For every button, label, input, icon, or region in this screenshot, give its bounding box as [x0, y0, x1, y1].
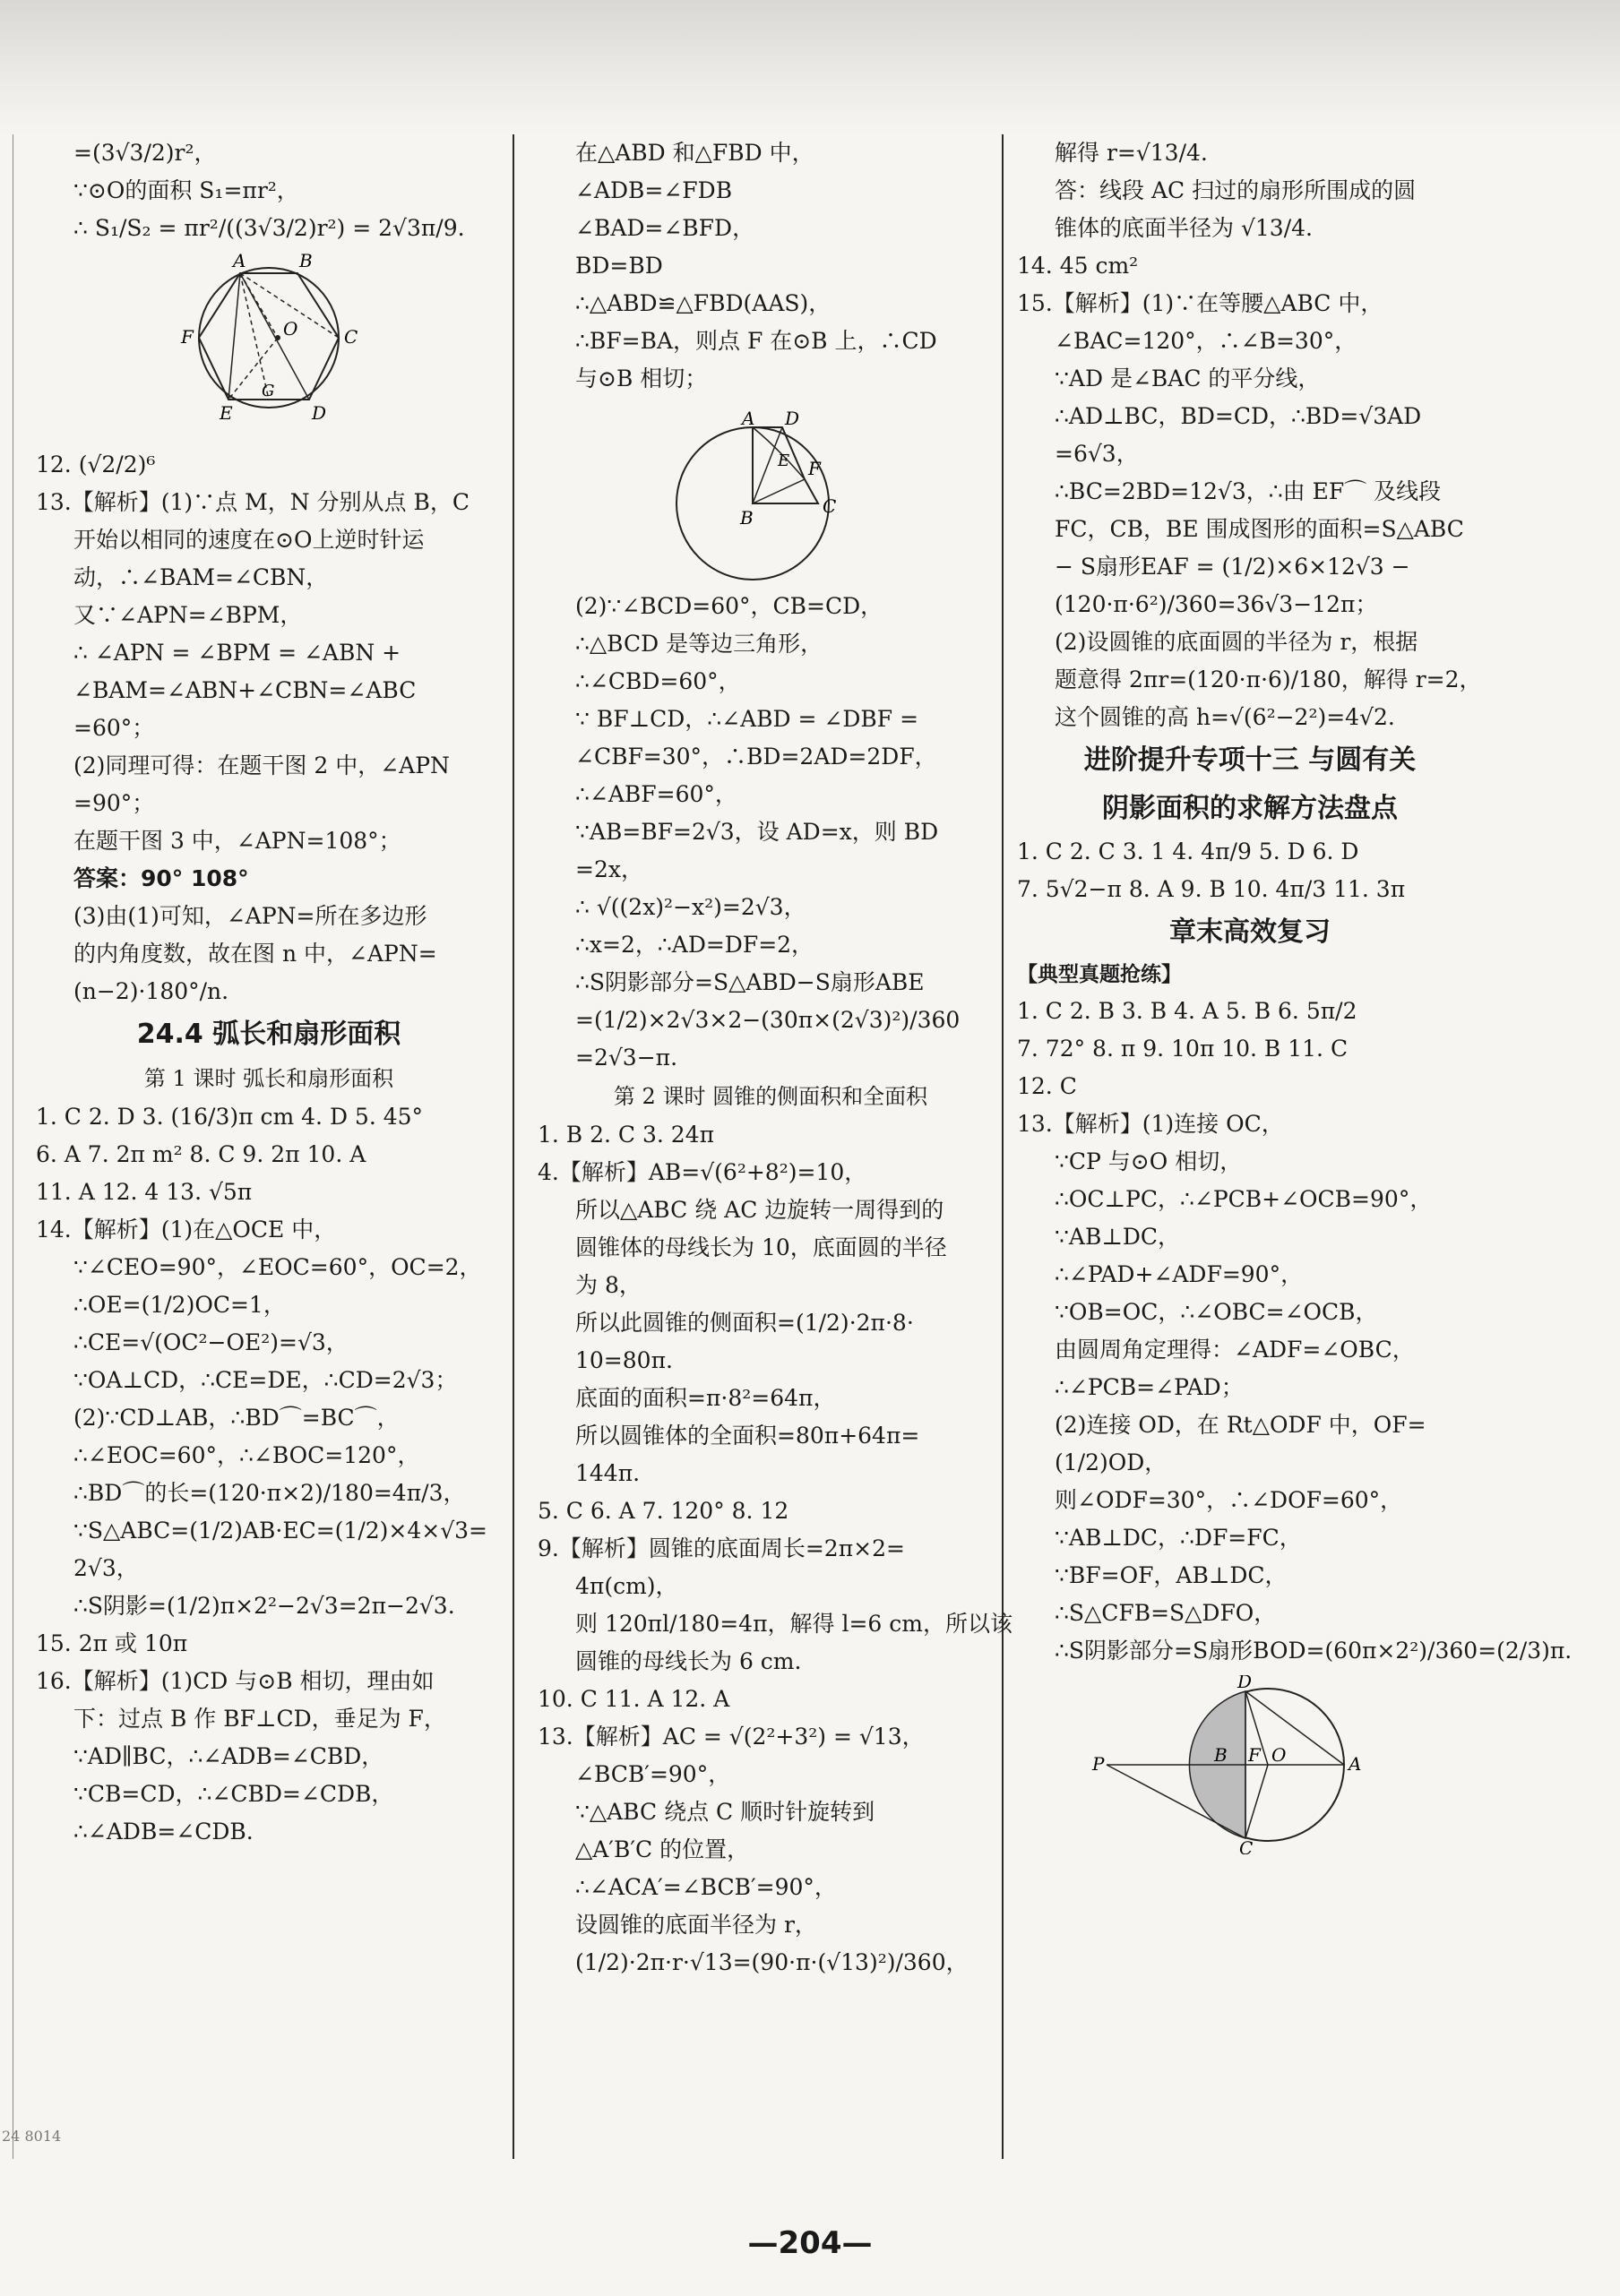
text-line: ∴∠EOC=60°，∴∠BOC=120°，: [73, 1442, 420, 1468]
text-line: 答案：90° 108°: [73, 865, 249, 891]
tag-label: 【典型真题抢练】: [1017, 963, 1182, 986]
label-b: B: [299, 253, 313, 271]
text-line: 144π.: [575, 1460, 641, 1486]
label-c: C: [1239, 1837, 1254, 1854]
label-d: D: [1237, 1675, 1253, 1692]
section-title: 阴影面积的求解方法盘点: [1102, 793, 1398, 824]
text-line: ∴△ABD≌△FBD(AAS)，: [575, 290, 832, 316]
text-line: ∵ BF⊥CD，∴∠ABD = ∠DBF =: [575, 706, 919, 732]
text-line: 13.【解析】(1)连接 OC，: [1017, 1111, 1284, 1137]
circle-o-figure: [1089, 1675, 1411, 1854]
text-line: 则 120πl/180=4π，解得 l=6 cm，所以该: [575, 1611, 1012, 1637]
text-line: ∵∠CEO=90°，∠EOC=60°，OC=2，: [73, 1254, 482, 1280]
text-line: 解得 r=√13/4.: [1055, 140, 1208, 166]
text-line: =(1/2)×2√3×2−(30π×(2√3)²)/360: [575, 1007, 961, 1033]
text-line: (1/2)OD，: [1055, 1449, 1168, 1475]
text-line: 15.【解析】(1)∵在等腰△ABC 中，: [1017, 290, 1383, 316]
text-line: =60°；: [73, 715, 155, 741]
answer-line: 11. A 12. 4 13. √5π: [36, 1179, 253, 1205]
label-f: F: [1248, 1744, 1261, 1766]
label-b: B: [1214, 1744, 1228, 1766]
text-line: ∵AB⊥DC，: [1055, 1224, 1181, 1250]
text-line: ∵CP 与⊙O 相切，: [1055, 1148, 1243, 1174]
edge-mark: 24 8014: [2, 2128, 62, 2145]
answer-line: 1. C 2. D 3. (16/3)π cm 4. D 5. 45°: [36, 1104, 424, 1130]
text-line: 所以此圆锥的侧面积=(1/2)·2π·8·: [575, 1310, 914, 1336]
text-line: ∠CBF=30°，∴BD=2AD=2DF，: [575, 744, 937, 770]
text-line: − S扇形EAF = (1/2)×6×12√3 −: [1055, 554, 1410, 580]
text-line: ∵S△ABC=(1/2)AB·EC=(1/2)×4×√3=: [73, 1518, 487, 1544]
text-line: 4π(cm)，: [575, 1573, 678, 1599]
subsection-title: 第 1 课时 弧长和扇形面积: [143, 1066, 394, 1091]
subsection-title: 第 2 课时 圆锥的侧面积和全面积: [613, 1084, 928, 1109]
text-line: ∠BAD=∠BFD，: [575, 215, 755, 241]
text-line: 在题干图 3 中，∠APN=108°；: [73, 828, 401, 854]
text-line: ∵CB=CD，∴∠CBD=∠CDB，: [73, 1781, 394, 1807]
text-line: (3)由(1)可知，∠APN=所在多边形: [73, 903, 427, 929]
text-line: 所以△ABC 绕 AC 边旋转一周得到的: [575, 1197, 944, 1223]
text-line: 10=80π.: [575, 1347, 673, 1373]
text-line: 则∠ODF=30°，∴∠DOF=60°，: [1055, 1487, 1403, 1513]
text-line: ∴AD⊥BC，BD=CD，∴BD=√3AD: [1055, 403, 1422, 429]
text-line: =(3√3/2)r²，: [73, 140, 217, 166]
text-line: 动，∴∠BAM=∠CBN，: [73, 564, 329, 590]
text-line: 所以圆锥体的全面积=80π+64π=: [575, 1423, 920, 1449]
text-line: 锥体的底面半径为 √13/4.: [1055, 215, 1313, 241]
text-line: 的内角度数，故在图 n 中，∠APN=: [73, 941, 437, 967]
text-line: 题意得 2πr=(120·π·6)/180，解得 r=2，: [1055, 666, 1482, 692]
text-line: ∵AB⊥DC，∴DF=FC，: [1055, 1525, 1302, 1551]
scan-top-band: [0, 0, 1620, 134]
text-line: 为 8，: [575, 1272, 642, 1298]
text-line: ∴S阴影部分=S扇形BOD=(60π×2²)/360=(2/3)π.: [1055, 1638, 1573, 1664]
answer-line: 1. C 2. B 3. B 4. A 5. B 6. 5π/2: [1017, 998, 1357, 1024]
text-line: =2x，: [575, 856, 643, 882]
page-number: —204—: [747, 2225, 873, 2261]
text-line: ∴x=2，∴AD=DF=2，: [575, 932, 814, 958]
text-line: ∵⊙O的面积 S₁=πr²，: [73, 177, 299, 203]
answer-line: 14. 45 cm²: [1017, 253, 1139, 279]
text-line: 下：过点 B 作 BF⊥CD，垂足为 F，: [73, 1706, 446, 1732]
text-line: (n−2)·180°/n.: [73, 978, 229, 1004]
column-3: [1017, 134, 1573, 1860]
text-line: ∴OC⊥PC，∴∠PCB+∠OCB=90°，: [1055, 1186, 1433, 1212]
label-o: O: [1271, 1744, 1287, 1766]
text-line: 14.【解析】(1)在△OCE 中，: [36, 1217, 337, 1243]
text-line: ∴BC=2BD=12√3，∴由 EF⌒ 及线段: [1055, 478, 1442, 504]
text-line: (2)设圆锥的底面圆的半径为 r，根据: [1055, 629, 1418, 655]
label-a: A: [1349, 1753, 1362, 1775]
text-line: 这个圆锥的高 h=√(6²−2²)=4√2.: [1055, 704, 1395, 730]
text-line: ∴∠ACA′=∠BCB′=90°，: [575, 1874, 837, 1900]
answer-line: 12. C: [1017, 1073, 1077, 1099]
text-line: =90°；: [73, 790, 155, 816]
text-line: ∴S阴影部分=S△ABD−S扇形ABE: [575, 969, 925, 995]
text-line: ∴CE=√(OC²−OE²)=√3，: [73, 1329, 349, 1355]
column-divider: [513, 134, 514, 2159]
text-line: ∴∠ADB=∠CDB.: [73, 1819, 254, 1845]
text-line: =6√3，: [1055, 441, 1139, 467]
answer-line: 7. 72° 8. π 9. 10π 10. B 11. C: [1017, 1036, 1349, 1062]
text-line: 9.【解析】圆锥的底面周长=2π×2=: [538, 1535, 905, 1561]
answer-line: 5. C 6. A 7. 120° 8. 12: [538, 1498, 789, 1524]
column-1: [36, 134, 502, 1851]
text-line: ∴OE=(1/2)OC=1，: [73, 1292, 286, 1318]
text-line: ∴∠PAD+∠ADF=90°，: [1055, 1261, 1304, 1287]
label-e: E: [778, 451, 790, 470]
label-g: G: [262, 382, 275, 400]
text-line: ∵BF=OF，AB⊥DC，: [1055, 1562, 1288, 1588]
section-title: 24.4 弧长和扇形面积: [136, 1019, 401, 1050]
text-line: BD=BD: [575, 253, 663, 279]
answer-line: 1. C 2. C 3. 1 4. 4π/9 5. D 6. D: [1017, 838, 1359, 864]
text-line: ∴ √((2x)²−x²)=2√3，: [575, 894, 806, 920]
text-line: △A′B′C 的位置，: [575, 1836, 750, 1862]
text-line: (1/2)·2π·r·√13=(90·π·(√13)²)/360，: [575, 1949, 969, 1975]
text-line: ∴ ∠APN = ∠BPM = ∠ABN +: [73, 640, 401, 666]
text-line: 又∵∠APN=∠BPM，: [73, 602, 303, 628]
text-line: 由圆周角定理得：∠ADF=∠OBC，: [1055, 1337, 1415, 1363]
label-f: F: [808, 458, 821, 479]
text-line: ∴∠PCB=∠PAD；: [1055, 1374, 1244, 1400]
text-line: 12. (√2/2)⁶: [36, 451, 156, 477]
hexagon-figure: [152, 253, 385, 441]
text-line: 13.【解析】AC = √(2²+3²) = √13，: [538, 1724, 925, 1750]
text-line: ∴ S₁/S₂ = πr²/((3√3/2)r²) = 2√3π/9.: [73, 215, 465, 241]
label-a: A: [233, 253, 246, 271]
text-line: 与⊙B 相切；: [575, 365, 708, 391]
circle-b-figure: [654, 403, 887, 582]
text-line: 设圆锥的底面半径为 r，: [575, 1912, 817, 1938]
section-title: 进阶提升专项十三 与圆有关: [1083, 744, 1417, 776]
label-o: O: [283, 318, 298, 340]
text-line: ∠ADB=∠FDB: [575, 177, 733, 203]
text-line: 2√3，: [73, 1555, 139, 1581]
text-line: (2)∵∠BCD=60°，CB=CD，: [575, 593, 883, 619]
text-line: 4.【解析】AB=√(6²+8²)=10，: [538, 1159, 867, 1185]
text-line: (2)连接 OD，在 Rt△ODF 中，OF=: [1055, 1412, 1426, 1438]
text-line: ∴△BCD 是等边三角形，: [575, 631, 823, 657]
text-line: ∴∠ABF=60°，: [575, 781, 737, 807]
text-line: ∵AB=BF=2√3，设 AD=x，则 BD: [575, 819, 939, 845]
text-line: ∠BAM=∠ABN+∠CBN=∠ABC: [73, 677, 417, 703]
text-line: 答：线段 AC 扫过的扇形所围成的圆: [1055, 177, 1417, 203]
label-d: D: [785, 408, 800, 429]
text-line: ∴BF=BA，则点 F 在⊙B 上，∴CD: [575, 328, 937, 354]
answer-line: 10. C 11. A 12. A: [538, 1686, 730, 1712]
section-title: 章末高效复习: [1169, 916, 1331, 948]
answer-line: 1. B 2. C 3. 24π: [538, 1122, 715, 1148]
text-line: =2√3−π.: [575, 1045, 678, 1071]
text-line: ∴S阴影=(1/2)π×2²−2√3=2π−2√3.: [73, 1593, 455, 1619]
text-line: ∴BD⌒的长=(120·π×2)/180=4π/3，: [73, 1480, 466, 1506]
label-p: P: [1092, 1753, 1105, 1775]
text-line: 开始以相同的速度在⊙O上逆时针运: [73, 527, 425, 553]
text-line: (120·π·6²)/360=36√3−12π；: [1055, 591, 1378, 617]
text-line: ∵OB=OC，∴∠OBC=∠OCB，: [1055, 1299, 1378, 1325]
label-b: B: [740, 507, 754, 529]
text-line: 在△ABD 和△FBD 中，: [575, 140, 814, 166]
answer-line: 7. 5√2−π 8. A 9. B 10. 4π/3 11. 3π: [1017, 876, 1406, 902]
label-c: C: [344, 326, 358, 348]
text-line: 16.【解析】(1)CD 与⊙B 相切，理由如: [36, 1668, 435, 1694]
text-line: ∵AD∥BC，∴∠ADB=∠CBD，: [73, 1743, 384, 1769]
text-line: ∵△ABC 绕点 C 顺时针旋转到: [575, 1799, 875, 1825]
text-line: (2)同理可得：在题干图 2 中，∠APN: [73, 752, 450, 778]
label-f: F: [181, 326, 194, 348]
text-line: 圆锥的母线长为 6 cm.: [575, 1648, 802, 1674]
text-line: (2)∵CD⊥AB，∴BD⌒=BC⌒，: [73, 1405, 400, 1431]
label-d: D: [312, 402, 327, 424]
label-c: C: [823, 495, 837, 517]
text-line: 13.【解析】(1)∵点 M，N 分别从点 B，C: [36, 489, 470, 515]
label-e: E: [220, 402, 233, 424]
text-line: ∵OA⊥CD，∴CE=DE，∴CD=2√3；: [73, 1367, 458, 1393]
text-line: ∠BCB′=90°，: [575, 1761, 731, 1787]
text-line: ∵AD 是∠BAC 的平分线，: [1055, 365, 1321, 391]
text-line: 15. 2π 或 10π: [36, 1630, 188, 1656]
answer-line: 6. A 7. 2π m² 8. C 9. 2π 10. A: [36, 1141, 366, 1167]
text-line: 圆锥体的母线长为 10，底面圆的半径: [575, 1234, 947, 1260]
text-line: ∴S△CFB=S△DFO，: [1055, 1600, 1277, 1626]
column-2: [538, 134, 1012, 1982]
text-line: FC，CB，BE 围成图形的面积=S△ABC: [1055, 516, 1464, 542]
label-a: A: [742, 408, 755, 429]
text-line: 底面的面积=π·8²=64π，: [575, 1385, 836, 1411]
text-line: ∠BAC=120°，∴∠B=30°，: [1055, 328, 1357, 354]
text-line: ∴∠CBD=60°，: [575, 668, 741, 694]
